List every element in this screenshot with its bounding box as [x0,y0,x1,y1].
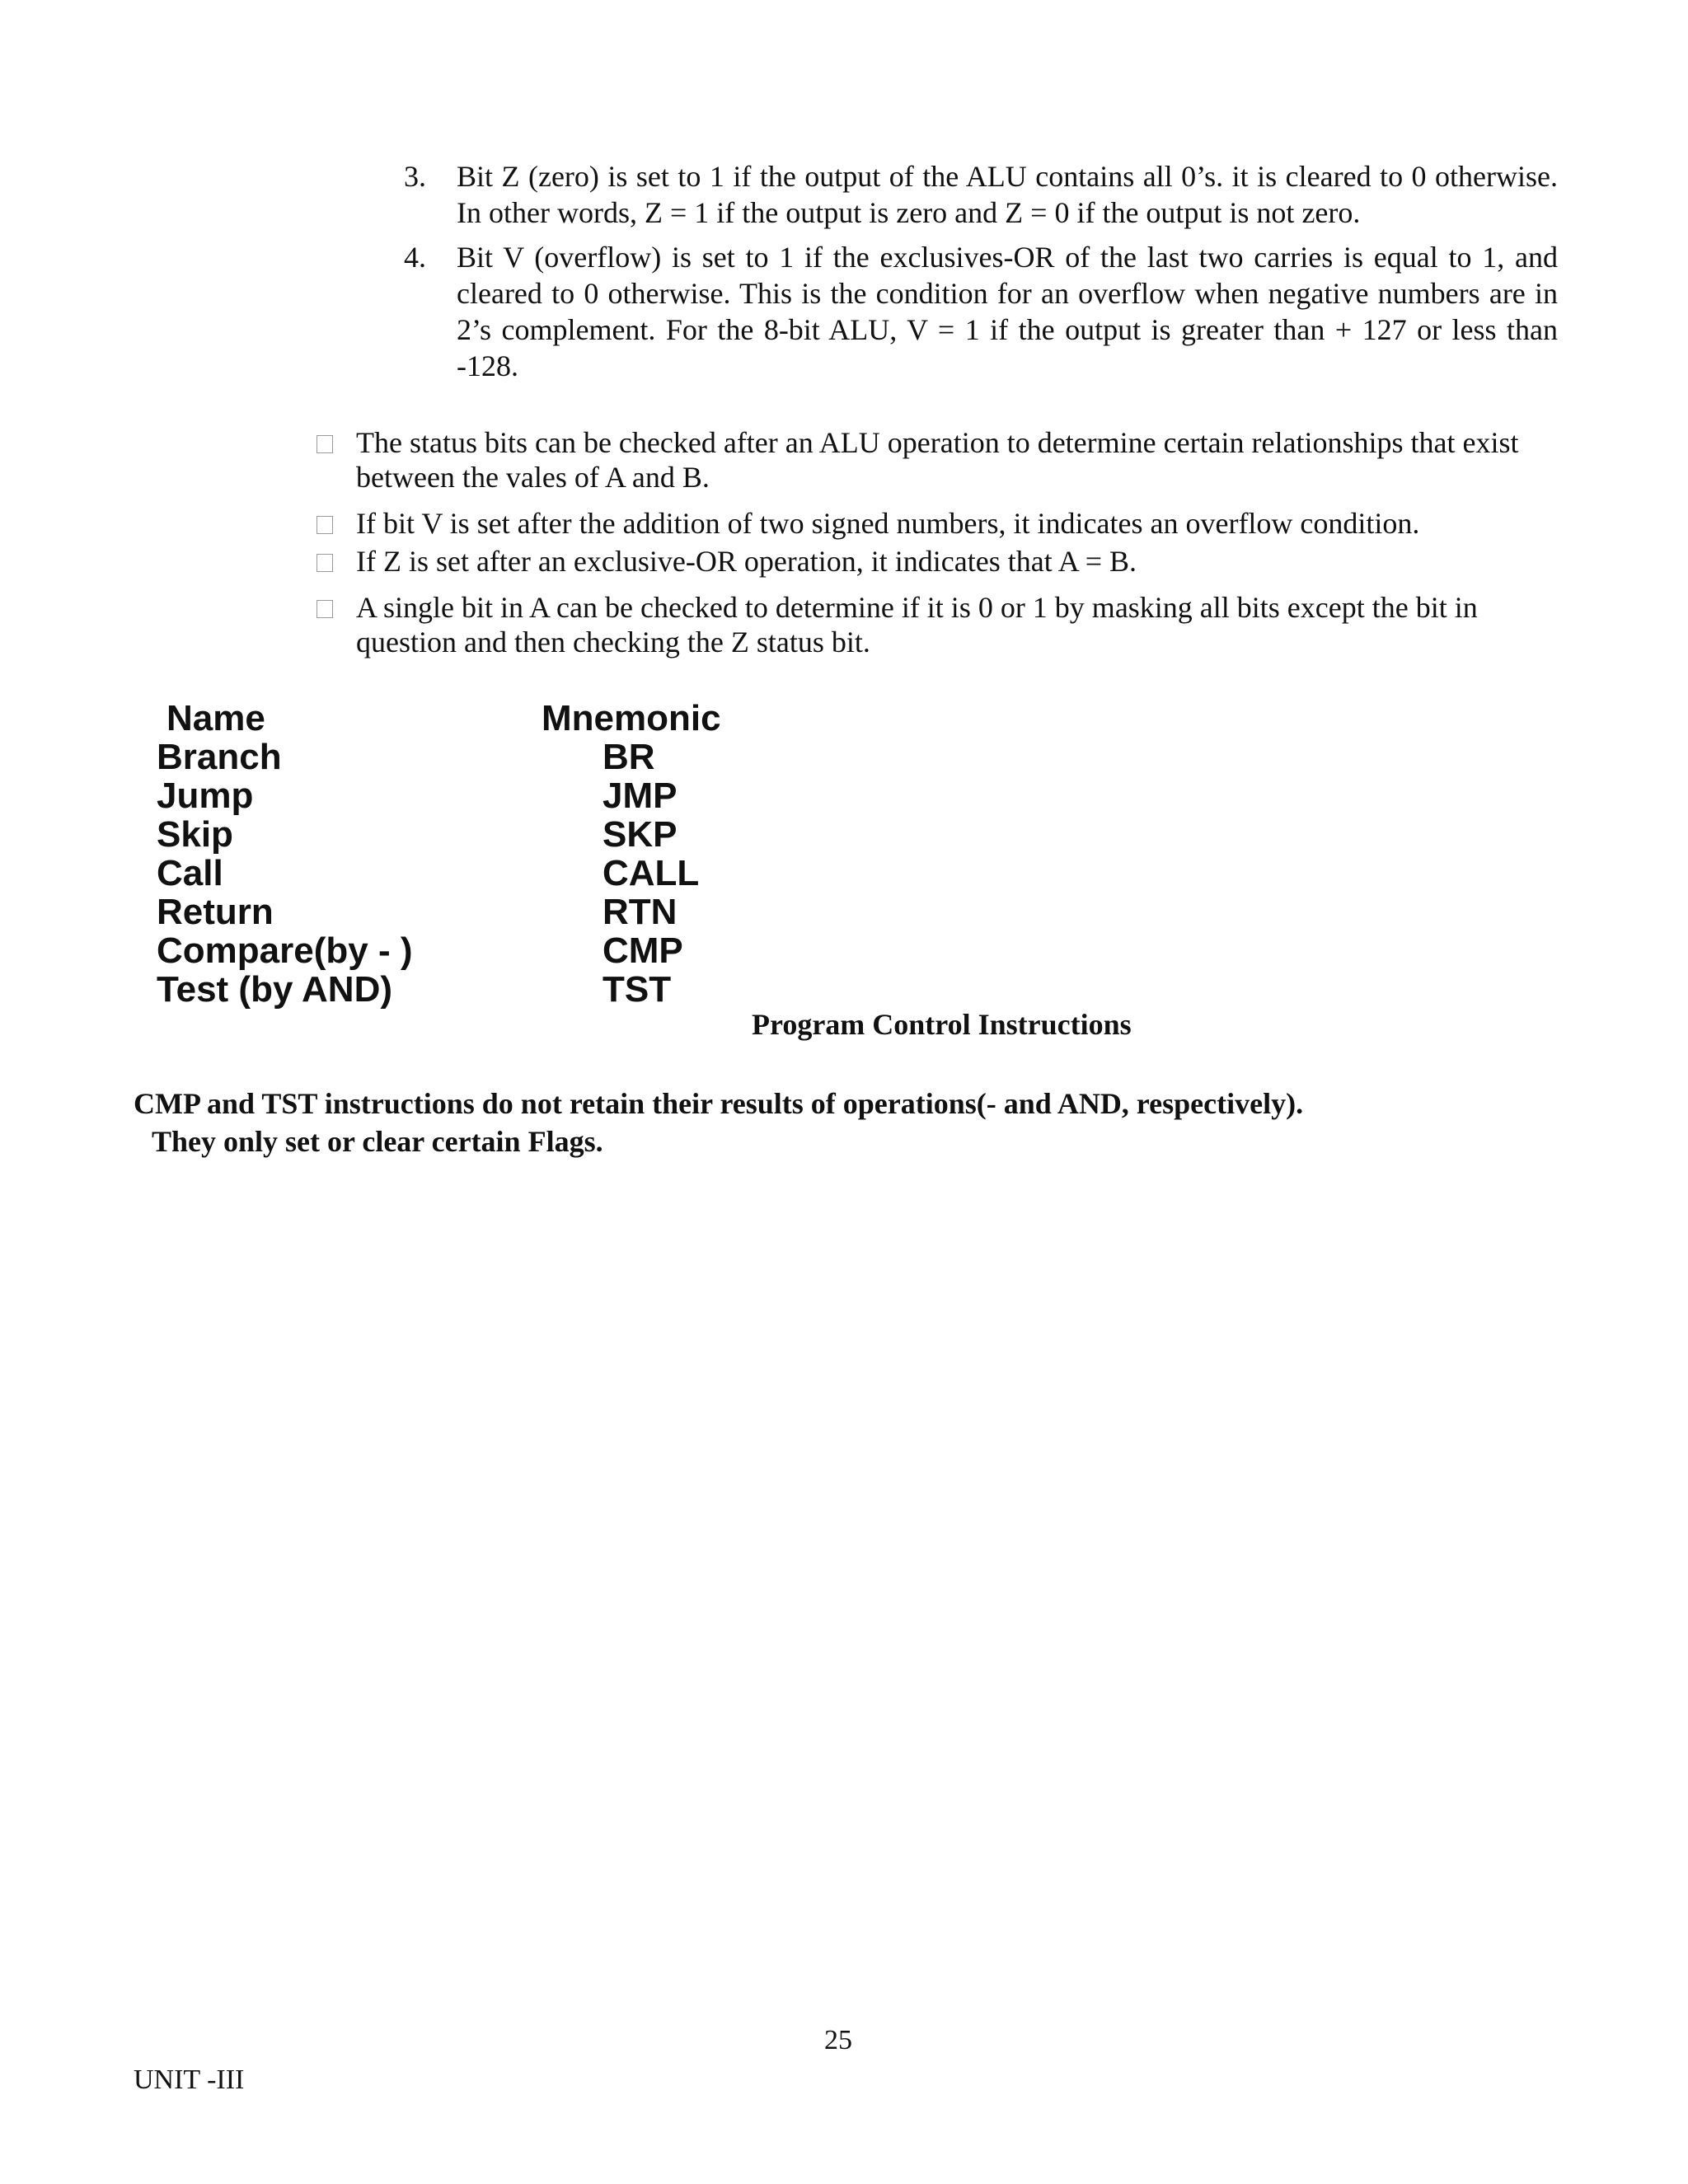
bullet-box-icon [315,590,356,625]
bullet-text: A single bit in A can be checked to determine if it is 0 or 1 by masking all bits except the bit in question and then checking the Z status bit. [356,591,1478,658]
numbered-list [404,158,1558,384]
instruction-name: Compare(by - ) [157,930,413,971]
table-row [157,893,799,931]
bullet-list [315,425,1551,663]
bullet-text: If bit V is set after the addition of two signed numbers, it indicates an overflow condition. [356,507,1420,540]
column-header-mnemonic: Mnemonic [542,698,721,738]
bullet-text: The status bits can be checked after an ALU operation to determine certain relationships that exist between the vales of A and B. [356,426,1519,494]
table-row [157,931,799,970]
table-row [157,738,799,776]
instruction-mnemonic: CALL [603,853,700,893]
instruction-name: Test (by AND) [157,969,392,1010]
bullet-item [315,544,1551,579]
table-header-row [157,699,799,738]
list-item-text: Bit V (overflow) is set to 1 if the exclusives-OR of the last two carries is equal to 1, and cleared to 0 otherwise. This is the condition for an overflow when negative numbers are in 2’s complement. For the 8-bit ALU, V = 1 if the output is greater than + 127 or less than -128. [457,241,1558,382]
list-item [404,158,1558,231]
list-marker: 4. [404,241,426,274]
unit-label: UNIT -III [134,2064,245,2095]
instruction-table [157,699,799,1009]
instruction-mnemonic: TST [603,969,672,1010]
instruction-mnemonic: JMP [603,776,678,816]
bullet-box-icon [315,506,356,541]
bullet-text: If Z is set after an exclusive-OR operation, it indicates that A = B. [356,545,1137,578]
instruction-name: Branch [157,737,282,777]
instruction-name: Jump [157,776,254,816]
list-marker: 3. [404,160,426,193]
list-item-text: Bit Z (zero) is set to 1 if the output of the ALU contains all 0’s. it is cleared to 0 otherwise. In other words, Z = 1 if the output is zero and Z = 0 if the output is not zero. [457,160,1558,229]
instruction-mnemonic: BR [603,737,655,777]
note-line: They only set or clear certain Flags. [152,1125,603,1158]
bullet-box-icon [315,544,356,579]
instruction-mnemonic: RTN [603,892,678,932]
instruction-mnemonic: SKP [603,814,678,855]
note-paragraph [134,1085,1303,1160]
table-row [157,970,799,1009]
table-row [157,776,799,815]
instruction-name: Call [157,853,223,893]
bullet-box-icon [315,425,356,460]
bullet-item [315,590,1551,659]
column-header-name: Name [166,698,265,738]
table-row [157,815,799,854]
table-row [157,854,799,893]
bullet-item [315,425,1551,494]
list-item [404,239,1558,384]
table-caption: Program Control Instructions [752,1008,1132,1041]
page-number: 25 [824,2025,852,2055]
instruction-mnemonic: CMP [603,930,683,971]
note-line: CMP and TST instructions do not retain their results of operations(- and AND, respectively). [134,1087,1304,1120]
bullet-item [315,506,1551,541]
instruction-name: Return [157,892,274,932]
instruction-name: Skip [157,814,233,855]
